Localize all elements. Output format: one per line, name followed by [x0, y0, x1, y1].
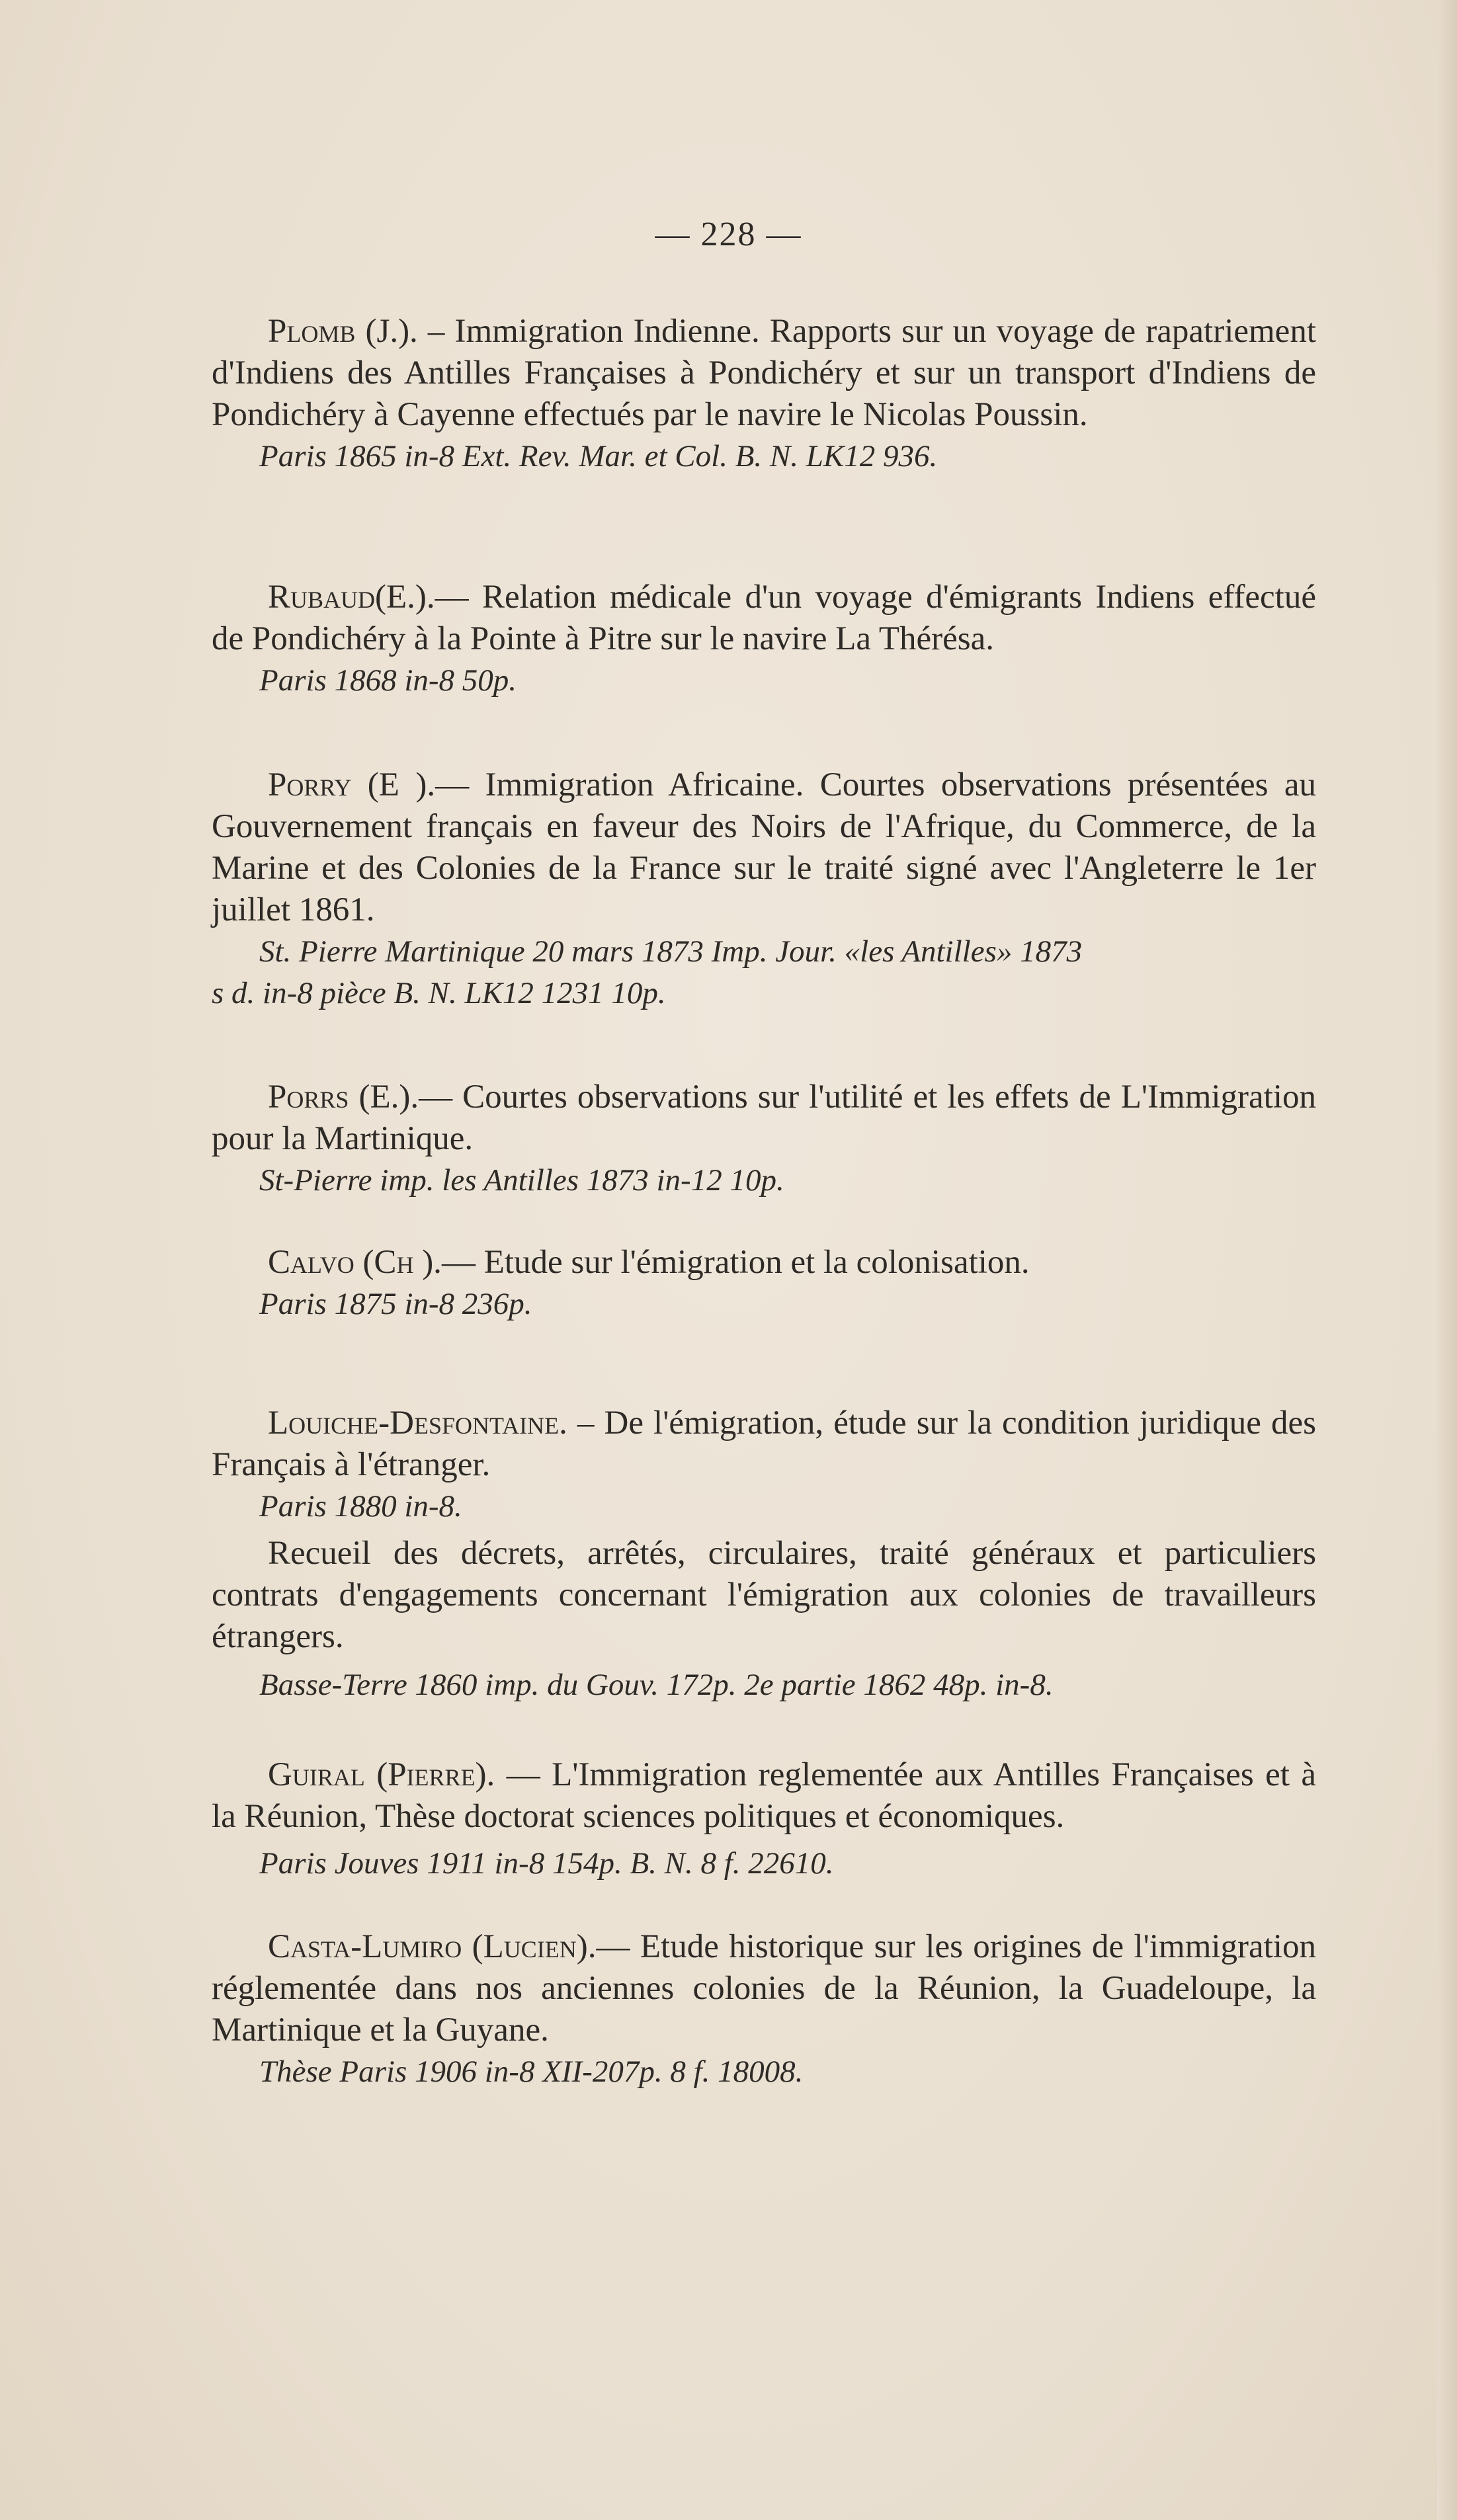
bibliography-entry [212, 1402, 1316, 1527]
bibliography-entry [212, 577, 1316, 702]
bibliography-entry [212, 1242, 1316, 1325]
entry-citation: St-Pierre imp. les Antilles 1873 in-12 10p. [259, 1163, 784, 1198]
bibliography-entry [212, 1926, 1316, 2093]
bibliography-entry [212, 1754, 1316, 1885]
entry-text: — Immigration Africaine. Courtes observations présentées au Gouvernement français en faveur des Noirs de l'Afrique, du Commerce, de la Marine et des Colonies de la France sur le traité signé avec l'Angleterre le 1er juillet 1861. [212, 766, 1316, 928]
entry-citation: Paris Jouves 1911 in-8 154p. B. N. 8 f. 22610. [259, 1846, 834, 1881]
entry-author: Calvo (Ch ). [268, 1244, 442, 1281]
entry-text: – De l'émigration, étude sur la condition juridique des Français à l'étranger. [212, 1404, 1316, 1483]
entry-citation: Paris 1868 in-8 50p. [259, 663, 517, 698]
entry-author: Casta-Lumiro (Lucien). [268, 1928, 597, 1965]
page-number: — 228 — [655, 216, 802, 253]
entry-text: — Relation médicale d'un voyage d'émigrants Indiens effectué de Pondichéry à la Pointe à Pitre sur le navire La Thérésa. [212, 579, 1316, 657]
entry-author: Porry (E ). [268, 766, 436, 803]
entry-citation-continued: s d. in-8 pièce B. N. LK12 1231 10p. [212, 976, 666, 1010]
bibliography-entry [212, 764, 1316, 1014]
bibliography-entry [212, 1533, 1316, 1706]
bibliography-entry [212, 1077, 1316, 1201]
entry-author: Rubaud(E.). [268, 579, 435, 616]
entry-citation: Paris 1875 in-8 236p. [259, 1287, 532, 1321]
entry-citation: Thèse Paris 1906 in-8 XII-207p. 8 f. 18008. [259, 2054, 804, 2089]
entry-text: — Etude sur l'émigration et la colonisation. [441, 1244, 1030, 1281]
entry-text: – Immigration Indienne. Rapports sur un voyage de rapatriement d'Indiens des Antilles Françaises à Pondichéry et sur un transport d'Indiens de Pondichéry à Cayenne effectués par le navire le Nicolas Poussin. [212, 313, 1316, 433]
entry-text: Recueil des décrets, arrêtés, circulaires, traité généraux et particuliers contrats d'engagements concernant l'émigration aux colonies de travailleurs étrangers. [212, 1535, 1316, 1655]
entry-text: — Etude historique sur les origines de l'immigration réglementée dans nos anciennes colonies de la Réunion, la Guadeloupe, la Martinique et la Guyane. [212, 1928, 1316, 2049]
entry-text: — L'Immigration reglementée aux Antilles Françaises et à la Réunion, Thèse doctorat sciences politiques et économiques. [212, 1756, 1316, 1835]
entry-author: Porrs (E.). [268, 1078, 419, 1116]
entry-author: Guiral (Pierre). [268, 1756, 495, 1793]
bibliography-entry [212, 311, 1316, 477]
entry-citation: Basse-Terre 1860 imp. du Gouv. 172p. 2e partie 1862 48p. in-8. [259, 1668, 1054, 1702]
entry-author: Plomb (J.). [268, 313, 418, 350]
page-edge [1437, 0, 1457, 2520]
entry-citation: Paris 1865 in-8 Ext. Rev. Mar. et Col. B. N. LK12 936. [259, 439, 938, 473]
entry-author: Louiche-Desfontaine. [268, 1404, 567, 1442]
entry-citation: St. Pierre Martinique 20 mars 1873 Imp. Jour. «les Antilles» 1873 [259, 934, 1083, 969]
entry-text: — Courtes observations sur l'utilité et les effets de L'Immigration pour la Martinique. [212, 1078, 1316, 1157]
entry-citation: Paris 1880 in-8. [259, 1489, 462, 1524]
